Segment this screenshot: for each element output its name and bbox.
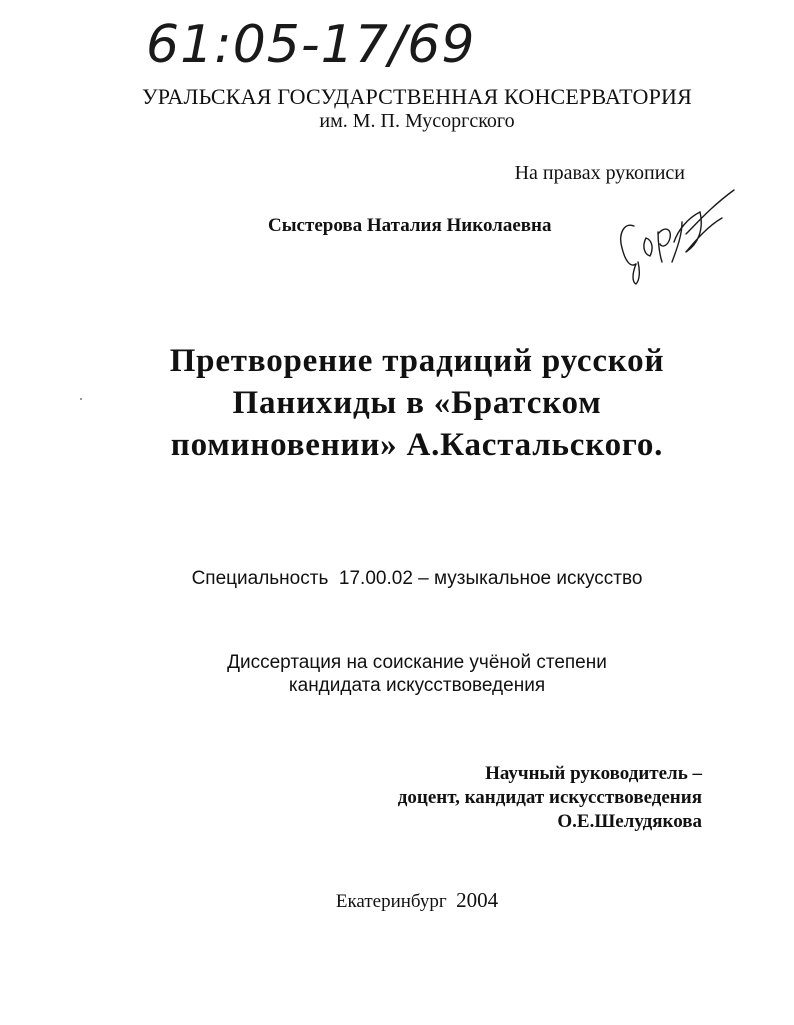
archive-code: 61:05-17/69 [146,15,476,75]
supervisor-line-2: доцент, кандидат искусствоведения [397,787,702,808]
author-name: Сыстерова Наталия Николаевна [268,215,552,236]
supervisor-name: О.Е.Шелудякова [557,811,702,832]
specialty-field: музыкальное искусство [434,568,643,589]
title-line-1: Претворение традиций русской [169,343,665,379]
institution-line-1: УРАЛЬСКАЯ ГОСУДАРСТВЕННАЯ КОНСЕРВАТОРИЯ [142,84,692,109]
manuscript-note: На правах рукописи [514,162,685,184]
degree-statement [0,651,794,697]
title-line-2: Панихиды в «Братском [232,385,602,421]
institution-line-2: им. М. П. Мусоргского [319,110,515,132]
specialty-dash: – [418,568,429,589]
dissertation-title [100,340,734,466]
year: 2004 [456,888,499,912]
supervisor-block [398,762,702,834]
supervisor-line-1: Научный руководитель – [485,763,702,784]
author-signature [612,182,742,290]
place-and-year [0,888,794,914]
place: Екатеринбург [335,891,447,912]
title-line-3: поминовении» А.Кастальского. [170,427,664,463]
degree-line-1: Диссертация на соискание учёной степени [227,652,607,673]
specialty [0,567,794,591]
specialty-code: 17.00.02 [338,568,413,589]
paper-speck [80,398,82,400]
degree-line-2: кандидата искусствоведения [288,675,546,696]
specialty-label: Специальность [191,568,329,589]
archive-code-handwritten [140,6,500,76]
